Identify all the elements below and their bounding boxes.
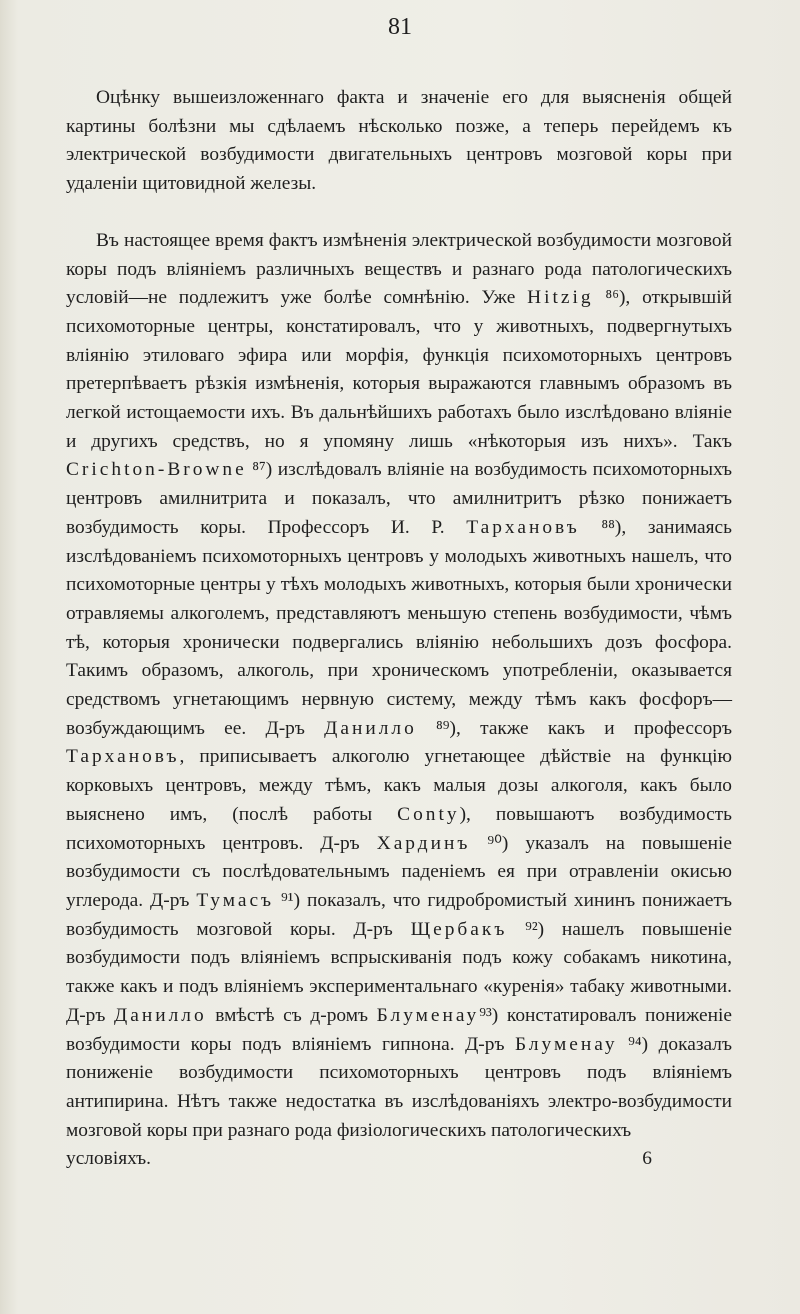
paragraph-2 — [66, 227, 732, 1146]
text-segment: ⁹³) констатировалъ пониженіе возбудимости коры подъ вліяніемъ гипнона. Д-ръ — [66, 1004, 732, 1055]
author-name: Тумасъ — [196, 889, 275, 911]
author-name: Хардинъ — [376, 832, 471, 854]
text-segment: ⁸⁶), открывшій психомоторные центры, констатировалъ, что у животныхъ, подвергнутыхъ вліянію этиловаго эфира или морфія, функція психомоторныхъ центровъ претерпѣваетъ рѣзкія измѣненія, которыя выражаются главнымъ образомъ въ легкой истощаемости ихъ. Въ дальнѣйшихъ работахъ было изслѣдовано вліяніе и другихъ средствъ, но я упомяну лишь «нѣкоторыя изъ нихъ». Такъ — [66, 287, 732, 452]
author-name: Тархановъ — [66, 746, 180, 768]
page-number: 81 — [388, 14, 412, 40]
author-name: Данилло — [324, 717, 417, 739]
paragraph-1: Оцѣнку вышеизложеннаго факта и значеніе его для выясненія общей картины болѣзни мы сдѣлаемъ нѣсколько позже, а теперь перейдемъ къ электрической возбудимости двигательныхъ центровъ мозговой коры при удаленіи щитовидной железы. — [66, 87, 732, 195]
text-segment: ⁸⁷) изслѣдовалъ вліяніе на возбудимость психомоторныхъ центровъ амилнитрита и показалъ, что амилнитритъ рѣзко понижаетъ возбудимость коры. Профессоръ И. Р. — [66, 459, 732, 538]
signature-mark: 6 — [642, 1148, 652, 1170]
author-name: Блуменау — [515, 1033, 618, 1055]
last-line — [66, 1145, 732, 1174]
text-segment: ⁸⁸), занимаясь изслѣдованіемъ психомоторныхъ центровъ у молодыхъ животныхъ нашелъ, что психомоторные центры у тѣхъ молодыхъ животныхъ, которыя были хронически отравляемы алкоголемъ, представляютъ меньшую степень возбудимости, чѣмъ тѣ, которыя хронически подвергались вліянію небольшихъ дозъ фосфора. Такимъ образомъ, алкоголь, при хроническомъ употребленіи, оказывается средствомъ угнетающимъ нервную систему, между тѣмъ какъ фосфоръ—возбуждающимъ ее. Д-ръ — [66, 516, 732, 739]
text-segment: ⁸⁹), также какъ и профессоръ — [416, 717, 732, 739]
author-name: Crichton-Browne — [66, 459, 247, 481]
body-text — [66, 84, 732, 1174]
text-segment: Въ настоящее время фактъ измѣненія электрической возбудимости мозговой коры подъ вліяніемъ различныхъ веществъ и разнаго рода патологическихъ условій—не подлежитъ уже болѣе сомнѣнію. Уже — [66, 229, 732, 309]
last-line-text: условіяхъ. — [66, 1148, 151, 1170]
author-name: Hitzig — [527, 287, 594, 309]
author-name: Блуменау — [376, 1004, 480, 1026]
text-segment: ⁹⁰) указалъ на повышеніе возбудимости съ послѣдовательнымъ паденіемъ ея при отравленіи окисью углерода. Д-ръ — [66, 832, 732, 911]
text-segment: ⁹²) нашелъ повышеніе возбудимости подъ вліяніемъ вспрыскиванія подъ кожу собакамъ никотина, также какъ и подъ вліяніемъ экспериментальнаго «куренія» табаку животными. Д-ръ — [66, 918, 733, 1026]
text-segment: ), повышаютъ возбудимость психомоторныхъ центровъ. Д-ръ — [66, 803, 732, 854]
author-name: Щербакъ — [410, 918, 508, 940]
text-segment: вмѣстѣ съ д-ромъ — [206, 1004, 377, 1026]
author-name: Данилло — [114, 1004, 207, 1026]
text-segment: , приписываетъ алкоголю угнетающее дѣйствіе на функцію корковыхъ центровъ, между тѣмъ, какъ малыя дозы алкоголя, какъ было выяснено имъ, (послѣ работы — [66, 746, 732, 825]
author-name: Тархановъ — [466, 516, 580, 538]
author-name: Conty — [397, 803, 460, 825]
text-segment: ⁹⁴) доказалъ пониженіе возбудимости психомоторныхъ центровъ подъ вліяніемъ антипирина. Нѣтъ также недостатка въ изслѣдованіяхъ электро-возбудимости мозговой коры при разнаго рода физіологическихъ патологическихъ — [66, 1033, 733, 1141]
text-segment: ⁹¹) показалъ, что гидробромистый хининъ понижаетъ возбудимость мозговой коры. Д-ръ — [66, 889, 732, 940]
